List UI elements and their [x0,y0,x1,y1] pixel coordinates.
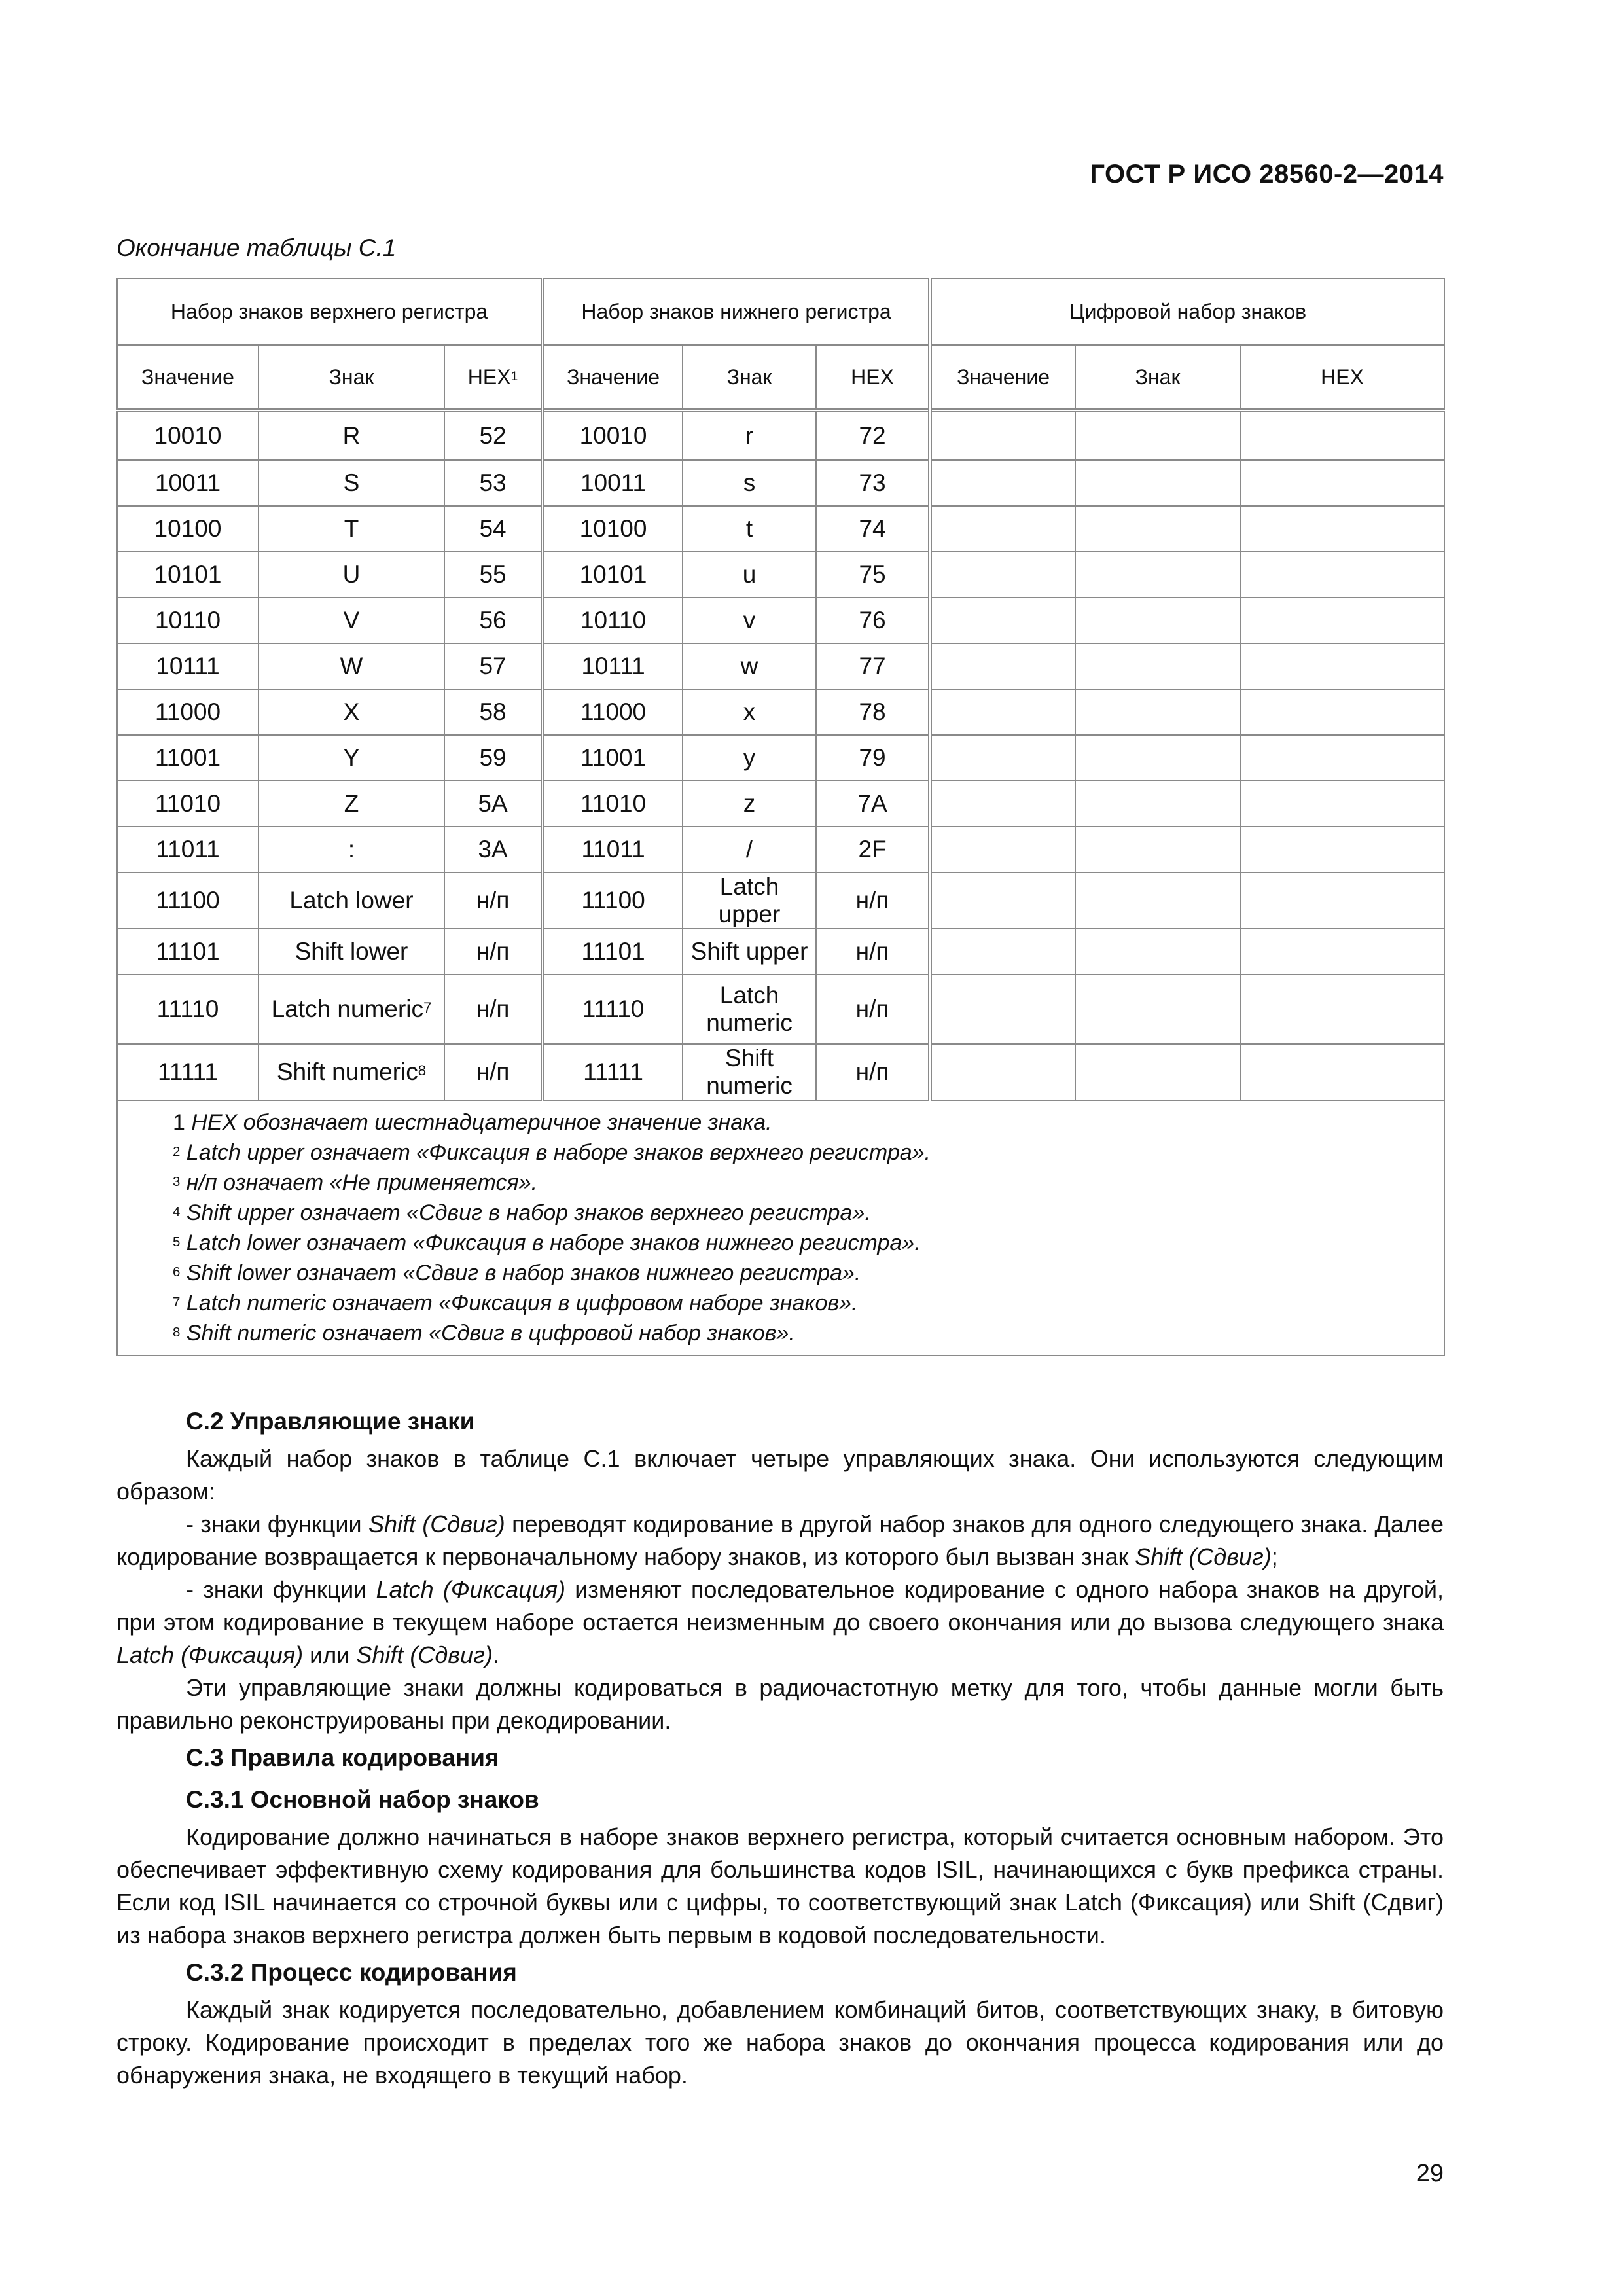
cell-text: 11100 [581,887,645,914]
lower-sign-cell [683,735,816,781]
table-row [117,506,1444,552]
lower-hex-cell [816,781,930,827]
cell-text: u [742,561,757,588]
paragraph: Каждый знак кодируется последовательно, добавлением комбинаций битов, соответствующих знаку, в битовую строку. Кодирование происходит в пределах того же набора знаков до окончания процесса кодирования или до обнаружения знака, не входящего в текущий набор. [116,1996,1444,2089]
table-row [117,1044,1444,1100]
cell-text: Shift lower [294,938,408,965]
cell-text: 11011 [581,836,645,863]
cell-text: V [343,607,360,634]
lower-value-cell [543,598,683,643]
footnote-text: Shift upper означает «Сдвиг в набор знаков верхнего регистра». [186,1200,871,1225]
lower-value-cell [543,506,683,552]
footnote-text: Shift lower означает «Сдвиг в набор знаков нижнего регистра». [186,1261,861,1285]
section-heading-c3: С.3 Правила кодирования [186,1744,499,1771]
footnote-text: н/п означает «Не применяется». [186,1170,538,1195]
footnote-number: 5 [173,1234,181,1249]
cell-text: Latch upper [718,873,781,927]
upper-value-cell [117,460,259,506]
page-number: 29 [1416,2160,1444,2187]
cell-text: 11101 [581,938,645,965]
upper-hex-cell [444,598,543,643]
table-body [117,410,1444,1100]
numeric-sign-cell [1075,460,1240,506]
table-row [117,689,1444,735]
upper-sign-cell [259,506,444,552]
numeric-hex-cell [1240,1044,1444,1100]
numeric-sign-cell [1075,781,1240,827]
lower-sign-cell [683,460,816,506]
lower-sign-cell [683,689,816,735]
upper-hex-cell [444,975,543,1044]
section-heading-c31: С.3.1 Основной набор знаков [186,1786,539,1813]
numeric-sign-cell [1075,975,1240,1044]
cell-text: R [342,422,361,449]
upper-hex-cell [444,929,543,975]
numeric-hex-cell [1240,827,1444,872]
numeric-value-cell [930,1044,1075,1100]
table-row [117,975,1444,1044]
upper-value-cell [117,827,259,872]
paragraph [116,1573,1444,1672]
cell-text: 11111 [583,1058,643,1085]
upper-hex-cell [444,735,543,781]
group-lower-header: Набор знаков нижнего регистра [543,278,930,345]
cell-text: н/п [855,996,889,1022]
upper-value-cell [117,552,259,598]
cell-text: 56 [479,607,507,634]
cell-text: 10100 [154,515,222,542]
footnote-line [173,1228,1431,1258]
lower-sign-cell [683,975,816,1044]
cell-text: Shift numeric [706,1045,793,1099]
col-value-header: Значение [930,345,1075,410]
lower-hex-cell [816,929,930,975]
footnote-number: 2 [173,1144,181,1159]
character-set-table [116,278,1445,1356]
lower-hex-cell [816,598,930,643]
lower-sign-cell [683,598,816,643]
paragraph: Каждый набор знаков в таблице С.1 включает четыре управляющих знака. Они используются следующим образом: [116,1445,1444,1505]
lower-sign-cell [683,643,816,689]
footnote-number: 3 [173,1174,181,1189]
cell-text: 11110 [582,996,645,1022]
text-run-italic: Latch (Фиксация) [116,1641,304,1668]
footnote-text: Shift numeric означает «Сдвиг в цифровой набор знаков». [186,1321,795,1346]
numeric-sign-cell [1075,552,1240,598]
numeric-value-cell [930,929,1075,975]
table-notes [117,1100,1444,1355]
table-row [117,735,1444,781]
footnote-line [173,1107,1431,1138]
cell-text: 11000 [580,698,647,725]
cell-text: 52 [479,422,507,449]
upper-sign-cell [259,552,444,598]
lower-hex-cell [816,643,930,689]
lower-value-cell [543,410,683,460]
cell-text: T [344,515,359,542]
cell-text: Z [344,790,359,817]
col-value-header: Значение [117,345,259,410]
lower-sign-cell [683,506,816,552]
footnote-number: 7 [173,1295,181,1310]
numeric-hex-cell [1240,689,1444,735]
cell-text: 10111 [581,653,645,679]
lower-hex-cell [816,735,930,781]
lower-value-cell [543,872,683,929]
group-header-row [117,278,1444,345]
cell-text: : [348,836,355,863]
lower-hex-cell [816,506,930,552]
lower-value-cell [543,929,683,975]
upper-sign-cell [259,929,444,975]
cell-text: Latch numeric [271,996,424,1022]
upper-hex-cell [444,872,543,929]
footnote-number: 4 [173,1204,181,1219]
cell-text: 58 [479,698,507,725]
numeric-sign-cell [1075,872,1240,929]
text-run: изменяют последовательное кодирование с одного набора знаков на другой, при этом кодирование в текущем наборе остается неизменным до своего окончания или до вызова следующего знака [116,1576,1444,1636]
cell-text: 55 [479,561,507,588]
upper-sign-cell [259,1044,444,1100]
numeric-sign-cell [1075,598,1240,643]
cell-text: X [343,698,360,725]
col-sign-header: Знак [259,345,444,410]
numeric-value-cell [930,410,1075,460]
upper-value-cell [117,643,259,689]
upper-sign-cell [259,781,444,827]
table-row [117,643,1444,689]
col-hex-label: HEX [467,365,511,389]
footnote-text: Latch numeric означает «Фиксация в цифровом наборе знаков». [186,1291,858,1316]
numeric-sign-cell [1075,1044,1240,1100]
lower-hex-cell [816,827,930,872]
cell-text: н/п [855,1058,889,1085]
cell-text: 10101 [154,561,222,588]
upper-value-cell [117,689,259,735]
numeric-value-cell [930,689,1075,735]
cell-text: 10010 [579,422,647,449]
upper-sign-cell [259,735,444,781]
col-hex-header: HEX [1240,345,1444,410]
cell-text: Shift upper [690,938,808,965]
cell-text: 77 [859,653,886,679]
cell-text: 57 [479,653,507,679]
table-row [117,872,1444,929]
upper-value-cell [117,598,259,643]
upper-value-cell [117,410,259,460]
cell-text: 72 [859,422,886,449]
cell-text: н/п [476,938,510,965]
cell-text: t [745,515,753,542]
upper-hex-cell [444,689,543,735]
standard-header: ГОСТ Р ИСО 28560-2—2014 [1090,160,1444,188]
upper-sign-cell [259,689,444,735]
lower-hex-cell [816,689,930,735]
numeric-sign-cell [1075,827,1240,872]
lower-hex-cell [816,872,930,929]
upper-hex-cell [444,827,543,872]
cell-text: Y [343,744,360,771]
numeric-value-cell [930,460,1075,506]
text-run: . [492,1641,499,1668]
lower-value-cell [543,1044,683,1100]
table-caption: Окончание таблицы С.1 [116,234,397,261]
cell-text: 10101 [579,561,647,588]
text-run: переводят кодирование в другой набор знаков для одного следующего знака. Далее кодирование возвращается к первоначальному набору знаков, из которого был вызван знак [116,1511,1444,1570]
upper-hex-cell [444,552,543,598]
text-run: ; [1271,1543,1278,1570]
cell-text: 74 [859,515,886,542]
cell-text: 10111 [156,653,220,679]
lower-sign-cell [683,781,816,827]
footnote-text: HEX обозначает шестнадцатеричное значение знака. [191,1110,772,1135]
cell-text: 11100 [156,887,220,914]
numeric-hex-cell [1240,410,1444,460]
cell-text: 11000 [154,698,221,725]
cell-text: н/п [855,887,889,914]
cell-text: U [342,561,361,588]
col-value-header: Значение [543,345,683,410]
cell-text: y [743,744,756,771]
group-upper-header: Набор знаков верхнего регистра [117,278,543,345]
upper-value-cell [117,1044,259,1100]
text-run-italic: Shift (Сдвиг) [356,1641,493,1668]
cell-text: 75 [859,561,886,588]
footnote-line [173,1198,1431,1228]
footnote-number: 1 [173,1110,185,1135]
numeric-hex-cell [1240,735,1444,781]
upper-value-cell [117,975,259,1044]
upper-sign-cell [259,872,444,929]
cell-text: 10110 [580,607,647,634]
text-run-italic: Shift (Сдвиг) [1135,1543,1272,1570]
footnote-line [173,1318,1431,1348]
column-header-row [117,345,1444,410]
numeric-hex-cell [1240,460,1444,506]
numeric-value-cell [930,872,1075,929]
numeric-value-cell [930,643,1075,689]
table-row [117,460,1444,506]
numeric-hex-cell [1240,643,1444,689]
upper-hex-cell [444,506,543,552]
cell-text: 53 [479,469,507,496]
lower-hex-cell [816,1044,930,1100]
table-row [117,781,1444,827]
numeric-sign-cell [1075,929,1240,975]
lower-value-cell [543,975,683,1044]
lower-sign-cell [683,1044,816,1100]
cell-text: z [743,790,756,817]
cell-text: 10010 [154,422,222,449]
numeric-sign-cell [1075,689,1240,735]
cell-text: 79 [859,744,886,771]
footnote-line [173,1138,1431,1168]
numeric-sign-cell [1075,643,1240,689]
footnote-text: Latch upper означает «Фиксация в наборе знаков верхнего регистра». [186,1140,931,1165]
cell-text: н/п [476,1058,510,1085]
cell-text: 11010 [580,790,647,817]
numeric-hex-cell [1240,929,1444,975]
upper-sign-cell [259,643,444,689]
footnote-number: 6 [173,1265,181,1280]
numeric-hex-cell [1240,975,1444,1044]
table-row [117,598,1444,643]
numeric-value-cell [930,598,1075,643]
section-heading-c2: С.2 Управляющие знаки [186,1408,475,1435]
text-run-italic: Shift (Сдвиг) [368,1511,505,1537]
upper-sign-cell [259,410,444,460]
cell-text: 11111 [158,1058,218,1085]
footnote-line [173,1288,1431,1318]
lower-sign-cell [683,410,816,460]
cell-text: Latch numeric [706,982,793,1036]
col-hex-header: HEX [816,345,930,410]
cell-text: W [340,653,363,679]
numeric-value-cell [930,506,1075,552]
body-text [116,1401,1444,2092]
upper-value-cell [117,735,259,781]
cell-text: 11001 [154,744,221,771]
cell-text: w [740,653,758,679]
upper-sign-cell [259,460,444,506]
cell-text: 10100 [579,515,647,542]
cell-text: 10011 [154,469,221,496]
cell-text: н/п [855,938,889,965]
lower-sign-cell [683,827,816,872]
numeric-value-cell [930,827,1075,872]
footnote-line [173,1258,1431,1288]
lower-value-cell [543,827,683,872]
upper-hex-cell [444,1044,543,1100]
col-sign-header: Знак [1075,345,1240,410]
cell-text: r [745,422,754,449]
cell-text: s [743,469,756,496]
upper-value-cell [117,929,259,975]
cell-text: н/п [476,887,510,914]
cell-text: 54 [479,515,507,542]
numeric-sign-cell [1075,410,1240,460]
cell-text: 11101 [156,938,220,965]
cell-text: 11110 [156,996,219,1022]
upper-value-cell [117,506,259,552]
lower-value-cell [543,643,683,689]
lower-value-cell [543,735,683,781]
section-heading-c32: С.3.2 Процесс кодирования [186,1959,517,1986]
cell-text: Shift numeric [276,1058,418,1085]
numeric-hex-cell [1240,552,1444,598]
lower-value-cell [543,552,683,598]
cell-text: v [743,607,756,634]
upper-value-cell [117,781,259,827]
lower-hex-cell [816,460,930,506]
notes-row [117,1100,1444,1355]
col-hex-footnote: 1 [510,369,518,384]
upper-sign-cell [259,975,444,1044]
cell-text: 78 [859,698,886,725]
table-row [117,827,1444,872]
cell-text: 3A [478,836,508,863]
upper-sign-cell [259,598,444,643]
lower-hex-cell [816,410,930,460]
cell-text: 10011 [580,469,647,496]
footnote-ref: 7 [423,999,432,1016]
numeric-hex-cell [1240,598,1444,643]
cell-text: Latch lower [289,887,414,914]
cell-text: 11010 [154,790,221,817]
cell-text: 10110 [154,607,221,634]
cell-text: S [343,469,360,496]
footnote-line [173,1168,1431,1198]
lower-sign-cell [683,872,816,929]
lower-value-cell [543,689,683,735]
lower-hex-cell [816,552,930,598]
numeric-value-cell [930,552,1075,598]
upper-hex-cell [444,460,543,506]
col-sign-header: Знак [683,345,816,410]
lower-sign-cell [683,552,816,598]
footnote-ref: 8 [418,1062,427,1079]
lower-value-cell [543,781,683,827]
upper-hex-cell [444,781,543,827]
numeric-hex-cell [1240,872,1444,929]
table-row [117,410,1444,460]
lower-value-cell [543,460,683,506]
cell-text: 11011 [156,836,220,863]
lower-sign-cell [683,929,816,975]
cell-text: 7A [857,790,887,817]
cell-text: 73 [859,469,886,496]
cell-text: 59 [479,744,507,771]
cell-text: 5A [478,790,508,817]
numeric-value-cell [930,781,1075,827]
group-numeric-header: Цифровой набор знаков [930,278,1444,345]
footnote-text: Latch lower означает «Фиксация в наборе знаков нижнего регистра». [186,1230,921,1255]
cell-text: x [743,698,756,725]
col-hex-header [444,345,543,410]
upper-value-cell [117,872,259,929]
upper-sign-cell [259,827,444,872]
numeric-value-cell [930,975,1075,1044]
text-run: - знаки функции [186,1511,368,1537]
text-run: - знаки функции [186,1576,376,1603]
upper-hex-cell [444,410,543,460]
table-row [117,552,1444,598]
paragraph [116,1508,1444,1573]
numeric-value-cell [930,735,1075,781]
numeric-hex-cell [1240,781,1444,827]
paragraph: Кодирование должно начинаться в наборе знаков верхнего регистра, который считается основным набором. Это обеспечивает эффективную схему кодирования для большинства кодов ISIL, начинающихся с букв префикса страны. Если код ISIL начинается со строчной буквы или с цифры, то соответствующий знак Latch (Фиксация) или Shift (Сдвиг) из набора знаков верхнего регистра должен быть первым в кодовой последовательности. [116,1823,1444,1948]
cell-text: / [745,836,753,863]
table-row [117,929,1444,975]
text-run-italic: Latch (Фиксация) [376,1576,566,1603]
lower-hex-cell [816,975,930,1044]
paragraph: Эти управляющие знаки должны кодироваться в радиочастотную метку для того, чтобы данные могли быть правильно реконструированы при декодировании. [116,1674,1444,1734]
upper-hex-cell [444,643,543,689]
footnote-number: 8 [173,1325,181,1340]
cell-text: 76 [859,607,886,634]
cell-text: н/п [476,996,510,1022]
numeric-sign-cell [1075,735,1240,781]
cell-text: 2F [858,836,887,863]
numeric-sign-cell [1075,506,1240,552]
numeric-hex-cell [1240,506,1444,552]
text-run: или [303,1641,357,1668]
cell-text: 11001 [580,744,647,771]
